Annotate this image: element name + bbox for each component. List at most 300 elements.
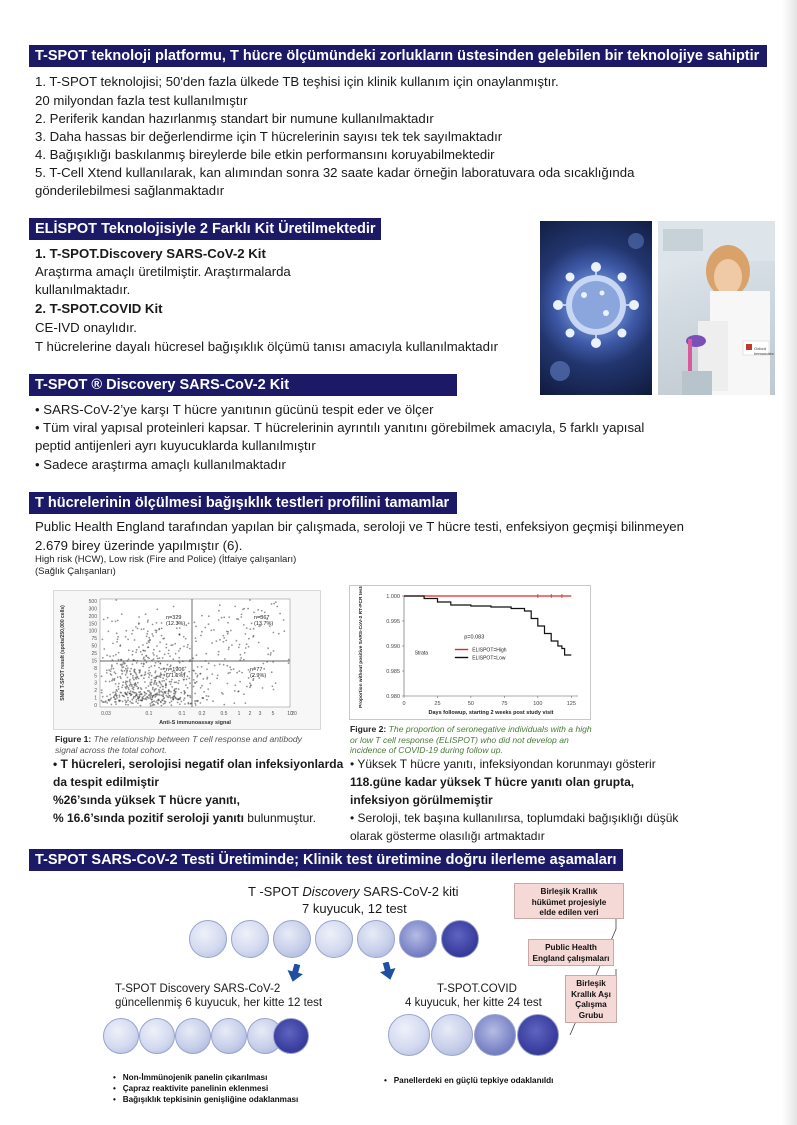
scatter-point bbox=[246, 643, 248, 645]
scatter-point bbox=[140, 687, 142, 689]
scatter-point bbox=[143, 663, 145, 665]
scatter-point bbox=[151, 696, 153, 698]
scatter-point bbox=[134, 669, 136, 671]
right-bullet: • Panellerdeki en güçlü tepkiye odaklanıldı bbox=[384, 1076, 554, 1085]
scatter-point bbox=[164, 692, 166, 694]
scatter-point bbox=[155, 629, 157, 631]
scatter-point bbox=[106, 654, 108, 656]
scatter-point bbox=[130, 690, 132, 692]
process-box-line: Grubu bbox=[578, 1010, 604, 1020]
scatter-point bbox=[165, 687, 167, 689]
scatter-point bbox=[206, 668, 208, 670]
scatter-point bbox=[137, 660, 139, 662]
scatter-point bbox=[148, 676, 150, 678]
scatter-point bbox=[196, 654, 198, 656]
scatter-point bbox=[142, 666, 144, 668]
scatter-point bbox=[218, 610, 220, 612]
scatter-point bbox=[153, 694, 155, 696]
kit-title-post: SARS-CoV-2 kiti bbox=[359, 884, 459, 899]
scatter-point bbox=[201, 666, 203, 668]
scatter-point bbox=[234, 684, 236, 686]
y-tick-label: 75 bbox=[91, 636, 97, 643]
scatter-point bbox=[143, 677, 145, 679]
scatter-point bbox=[170, 683, 172, 685]
scatter-point bbox=[273, 650, 275, 652]
process-box-vaccine-group bbox=[565, 975, 617, 1023]
scatter-point bbox=[103, 648, 105, 650]
scatter-point bbox=[137, 702, 139, 704]
scatter-point bbox=[219, 604, 221, 606]
scatter-point bbox=[126, 681, 128, 683]
finding-right: olarak gösterme olasılığı artmaktadır bbox=[350, 829, 545, 843]
scatter-point bbox=[116, 663, 118, 665]
scatter-point bbox=[275, 682, 277, 684]
scatter-point bbox=[226, 631, 228, 633]
y-tick-label: 0.995 bbox=[386, 619, 400, 625]
legend-label: ELISPOT=High bbox=[472, 647, 507, 654]
scatter-point bbox=[161, 680, 163, 682]
quadrant-count: n=367 bbox=[254, 615, 270, 621]
virus-image bbox=[540, 221, 652, 395]
scatter-point bbox=[175, 691, 177, 693]
scatter-point bbox=[149, 703, 151, 705]
x-tick-label: 3 bbox=[258, 711, 262, 717]
scatter-point bbox=[177, 702, 179, 704]
scatter-point bbox=[116, 689, 118, 691]
finding-right: 118.güne kadar yüksek T hücre yanıtı olan grupta, bbox=[350, 775, 635, 789]
scatter-point bbox=[154, 682, 156, 684]
figure1-scatter-chart bbox=[54, 591, 320, 729]
scatter-point bbox=[173, 690, 175, 692]
scatter-point bbox=[136, 662, 138, 664]
kit2-title: 2. T-SPOT.COVID Kit bbox=[35, 301, 163, 316]
scatter-point bbox=[153, 654, 155, 656]
scatter-point bbox=[273, 603, 275, 605]
figure1-caption bbox=[55, 734, 323, 755]
scatter-point bbox=[160, 684, 162, 686]
section3-line: • Sadece araştırma amaçlı kullanılmaktadır bbox=[35, 457, 286, 472]
scatter-point bbox=[135, 684, 137, 686]
x-tick-label: 100 bbox=[533, 701, 543, 707]
scatter-point bbox=[272, 661, 274, 663]
scatter-point bbox=[158, 694, 160, 696]
scatter-point bbox=[150, 682, 152, 684]
scatter-point bbox=[127, 677, 129, 679]
scatter-point bbox=[236, 618, 238, 620]
scatter-point bbox=[120, 664, 122, 666]
scatter-point bbox=[152, 704, 154, 706]
scatter-point bbox=[106, 702, 108, 704]
risk-note: (Sağlık Çalışanları) bbox=[35, 566, 116, 577]
scatter-point bbox=[145, 655, 147, 657]
scatter-point bbox=[119, 645, 121, 647]
scatter-point bbox=[153, 700, 155, 702]
scatter-point bbox=[136, 676, 138, 678]
figure1-caption-label: Figure 1: bbox=[55, 734, 92, 744]
scatter-point bbox=[115, 621, 117, 623]
figure2-km-chart bbox=[350, 586, 590, 719]
process-box-phe bbox=[528, 939, 614, 966]
scatter-point bbox=[150, 705, 152, 707]
scatter-point bbox=[161, 691, 163, 693]
right-kit-sub: 4 kuyucuk, her kitte 24 test bbox=[405, 997, 542, 1009]
scatter-point bbox=[223, 616, 225, 618]
scatter-point bbox=[202, 697, 204, 699]
scatter-point bbox=[207, 688, 209, 690]
process-box-line: Çalışma bbox=[575, 1000, 607, 1009]
scatter-point bbox=[262, 687, 264, 689]
scatter-point bbox=[167, 664, 169, 666]
scatter-point bbox=[157, 658, 159, 660]
scatter-point bbox=[195, 637, 197, 639]
scatter-point bbox=[138, 691, 140, 693]
scatter-point bbox=[223, 637, 225, 639]
y-tick-label: 0 bbox=[94, 703, 97, 709]
scatter-point bbox=[112, 692, 114, 694]
y-tick-label: 150 bbox=[88, 621, 97, 628]
y-tick-label: 1.000 bbox=[386, 594, 400, 600]
well bbox=[431, 1014, 473, 1056]
scatter-point bbox=[121, 687, 123, 689]
scatter-point bbox=[216, 640, 218, 642]
figure2-panel bbox=[349, 585, 591, 720]
scatter-point bbox=[224, 658, 226, 660]
x-tick-label: 1 bbox=[237, 711, 241, 717]
scatter-point bbox=[236, 672, 238, 674]
legend-label: ELISPOT=Low bbox=[472, 655, 506, 662]
section1-title: T-SPOT teknoloji platformu, T hücre ölçümündeki zorlukların üstesinden gelebilen bir teknolojiye sahiptir bbox=[29, 45, 767, 67]
scatter-point bbox=[143, 628, 145, 630]
scatter-point bbox=[179, 648, 181, 650]
kit1-title: 1. T-SPOT.Discovery SARS-CoV-2 Kit bbox=[35, 246, 266, 261]
scatter-point bbox=[144, 691, 146, 693]
scatter-point bbox=[137, 698, 139, 700]
scatter-point bbox=[200, 673, 202, 675]
scatter-point bbox=[154, 665, 156, 667]
scatter-point bbox=[176, 627, 178, 629]
scatter-point bbox=[162, 695, 164, 697]
scatter-point bbox=[189, 695, 191, 697]
x-tick-label: 25 bbox=[434, 701, 441, 707]
scatter-point bbox=[161, 622, 163, 624]
scatter-point bbox=[180, 701, 182, 703]
scatter-point bbox=[117, 638, 119, 640]
scatter-point bbox=[200, 687, 202, 689]
scatter-point bbox=[161, 705, 163, 707]
scatter-point bbox=[164, 653, 166, 655]
scatter-point bbox=[216, 677, 218, 679]
figure2-caption-label: Figure 2: bbox=[350, 724, 387, 734]
scatter-point bbox=[135, 651, 137, 653]
scatter-point bbox=[138, 699, 140, 701]
scatter-point bbox=[227, 672, 229, 674]
scatter-point bbox=[179, 634, 181, 636]
left-bullet: • Çapraz reaktivite panelinin eklenmesi bbox=[113, 1084, 269, 1093]
scatter-point bbox=[270, 652, 272, 654]
scatter-point bbox=[146, 635, 148, 637]
scatter-point bbox=[144, 698, 146, 700]
scatter-point bbox=[159, 687, 161, 689]
left-kit-title: T-SPOT Discovery SARS-CoV-2 bbox=[115, 983, 281, 995]
y-axis-label: SNM T-SPOT result (spots/250,000 cells) bbox=[60, 605, 66, 701]
scatter-point bbox=[201, 615, 203, 617]
scatter-point bbox=[234, 690, 236, 692]
scatter-point bbox=[228, 647, 230, 649]
scatter-point bbox=[103, 701, 105, 703]
scatter-point bbox=[288, 659, 290, 661]
scatter-point bbox=[117, 636, 119, 638]
scatter-point bbox=[163, 680, 165, 682]
scatter-point bbox=[132, 687, 134, 689]
scatter-point bbox=[115, 673, 117, 675]
scatter-point bbox=[178, 650, 180, 652]
scatter-point bbox=[187, 695, 189, 697]
scatter-point bbox=[148, 697, 150, 699]
process-box-uk-government bbox=[514, 883, 624, 919]
scatter-point bbox=[127, 699, 129, 701]
scatter-point bbox=[107, 617, 109, 619]
scatter-point bbox=[208, 623, 210, 625]
scatter-point bbox=[188, 671, 190, 673]
scatter-point bbox=[164, 700, 166, 702]
scatter-point bbox=[159, 641, 161, 643]
scatter-point bbox=[190, 696, 192, 698]
quadrant-percent: (12.3%) bbox=[166, 621, 186, 627]
section1-line: 1. T-SPOT teknolojisi; 50'den fazla ülkede TB teşhisi için klinik kullanım için onaylanmıştır. bbox=[35, 74, 559, 89]
scatter-point bbox=[124, 692, 126, 694]
well bbox=[517, 1014, 559, 1056]
scatter-point bbox=[230, 669, 232, 671]
scatter-point bbox=[273, 632, 275, 634]
scatter-point bbox=[206, 699, 208, 701]
y-tick-label: 0.985 bbox=[386, 669, 400, 675]
scatter-point bbox=[223, 704, 225, 706]
scatter-point bbox=[194, 621, 196, 623]
scatter-point bbox=[182, 660, 184, 662]
scatter-point bbox=[222, 693, 224, 695]
scatter-point bbox=[223, 664, 225, 666]
scatter-point bbox=[227, 633, 229, 635]
x-tick-label: 125 bbox=[566, 701, 576, 707]
process-box-line: elde edilen veri bbox=[539, 908, 599, 917]
scatter-point bbox=[189, 648, 191, 650]
scatter-point bbox=[159, 663, 161, 665]
scatter-point bbox=[185, 667, 187, 669]
scatter-point bbox=[160, 668, 162, 670]
scatter-point bbox=[147, 673, 149, 675]
scatter-point bbox=[128, 689, 130, 691]
scatter-point bbox=[245, 702, 247, 704]
scatter-point bbox=[155, 632, 157, 634]
kit1-line: Araştırma amaçlı üretilmiştir. Araştırmalarda bbox=[35, 264, 291, 279]
scatter-point bbox=[245, 633, 247, 635]
scatter-point bbox=[111, 620, 113, 622]
scatter-point bbox=[249, 599, 251, 601]
scatter-point bbox=[125, 636, 127, 638]
scatter-point bbox=[159, 650, 161, 652]
scatter-point bbox=[229, 666, 231, 668]
scatter-point bbox=[170, 697, 172, 699]
y-tick-label: 25 bbox=[91, 651, 97, 657]
scatter-point bbox=[211, 629, 213, 631]
scatter-point bbox=[124, 700, 126, 702]
scatter-point bbox=[148, 667, 150, 669]
scatter-point bbox=[261, 610, 263, 612]
scatter-point bbox=[118, 683, 120, 685]
scatter-point bbox=[115, 703, 117, 705]
scatter-point bbox=[229, 672, 231, 674]
scatter-point bbox=[246, 686, 248, 688]
scatter-point bbox=[243, 693, 245, 695]
well bbox=[273, 920, 311, 958]
scatter-point bbox=[125, 682, 127, 684]
scatter-point bbox=[135, 626, 137, 628]
scatter-point bbox=[125, 674, 127, 676]
well bbox=[441, 920, 479, 958]
left-bullet: • Non-İmmünojenik panelin çıkarılması bbox=[113, 1073, 268, 1082]
scatter-point bbox=[173, 606, 175, 608]
scatter-point bbox=[184, 697, 186, 699]
scatter-point bbox=[201, 685, 203, 687]
y-tick-label: 300 bbox=[88, 606, 97, 613]
scatter-point bbox=[131, 633, 133, 635]
scatter-point bbox=[158, 629, 160, 631]
scatter-point bbox=[201, 631, 203, 633]
scatter-point bbox=[108, 631, 110, 633]
section1-line: 4. Bağışıklığı baskılanmış bireylerde bile etkin performansını koruyabilmektedir bbox=[35, 147, 495, 162]
scatter-point bbox=[246, 627, 248, 629]
scatter-point bbox=[157, 685, 159, 687]
scatter-point bbox=[104, 701, 106, 703]
scatter-point bbox=[152, 624, 154, 626]
scatter-point bbox=[190, 703, 192, 705]
scatter-point bbox=[147, 646, 149, 648]
scatter-point bbox=[121, 673, 123, 675]
scatter-point bbox=[252, 636, 254, 638]
scatter-point bbox=[213, 629, 215, 631]
scatter-point bbox=[288, 662, 290, 664]
scatter-point bbox=[208, 615, 210, 617]
scatter-point bbox=[249, 628, 251, 630]
well bbox=[211, 1018, 247, 1054]
scatter-point bbox=[223, 641, 225, 643]
scatter-point bbox=[168, 691, 170, 693]
scatter-point bbox=[110, 670, 112, 672]
scatter-point bbox=[227, 683, 229, 685]
scatter-point bbox=[148, 685, 150, 687]
process-box-line: Public Health bbox=[545, 943, 597, 952]
series-line bbox=[404, 596, 571, 655]
scatter-point bbox=[240, 654, 242, 656]
scatter-point bbox=[218, 619, 220, 621]
scatter-point bbox=[121, 667, 123, 669]
scatter-point bbox=[241, 614, 243, 616]
scatter-point bbox=[168, 650, 170, 652]
x-tick-label: 75 bbox=[501, 701, 508, 707]
scatter-point bbox=[116, 632, 118, 634]
scatter-point bbox=[141, 699, 143, 701]
scatter-point bbox=[146, 642, 148, 644]
scatter-point bbox=[252, 679, 254, 681]
process-box-line: hükümet projesiyle bbox=[531, 897, 607, 907]
scatter-point bbox=[120, 659, 122, 661]
scatter-point bbox=[206, 695, 208, 697]
scatter-point bbox=[141, 628, 143, 630]
scatter-point bbox=[158, 692, 160, 694]
scatter-point bbox=[122, 695, 124, 697]
scatter-point bbox=[126, 694, 128, 696]
scatter-point bbox=[267, 647, 269, 649]
x-tick-label: 50 bbox=[467, 701, 474, 707]
scatter-point bbox=[278, 633, 280, 635]
scatter-point bbox=[146, 662, 148, 664]
scatter-point bbox=[128, 658, 130, 660]
scatter-point bbox=[171, 700, 173, 702]
scatter-point bbox=[231, 644, 233, 646]
scatter-point bbox=[126, 670, 128, 672]
scatter-point bbox=[179, 703, 181, 705]
scatter-point bbox=[160, 701, 162, 703]
finding-left: %26’sında yüksek T hücre yanıtı, bbox=[53, 793, 240, 807]
scatter-point bbox=[186, 646, 188, 648]
scatter-point bbox=[172, 658, 174, 660]
scatter-point bbox=[183, 690, 185, 692]
scatter-point bbox=[154, 696, 156, 698]
scatter-point bbox=[135, 701, 137, 703]
scatter-point bbox=[132, 659, 134, 661]
scatter-point bbox=[122, 684, 124, 686]
process-box-line: Krallık Aşı bbox=[571, 989, 611, 999]
scatter-point bbox=[156, 645, 158, 647]
well bbox=[139, 1018, 175, 1054]
scatter-point bbox=[253, 628, 255, 630]
scatter-point bbox=[179, 698, 181, 700]
scatter-point bbox=[127, 697, 129, 699]
scatter-point bbox=[146, 633, 148, 635]
scatter-point bbox=[132, 651, 134, 653]
scatter-point bbox=[166, 695, 168, 697]
scatter-point bbox=[111, 680, 113, 682]
scatter-point bbox=[156, 622, 158, 624]
scatter-point bbox=[101, 700, 103, 702]
process-box-line: Birleşik Krallık bbox=[540, 887, 598, 896]
scatter-point bbox=[169, 655, 171, 657]
scatter-point bbox=[138, 696, 140, 698]
scatter-point bbox=[183, 699, 185, 701]
scatter-point bbox=[135, 677, 137, 679]
quadrant-count: n=329 bbox=[166, 615, 182, 621]
scatter-point bbox=[175, 681, 177, 683]
y-tick-label: 1 bbox=[94, 695, 97, 702]
x-tick-label: 0.1 bbox=[178, 711, 186, 717]
scatter-point bbox=[130, 673, 132, 675]
arrow-down-right-icon bbox=[380, 962, 396, 980]
left-bullet: • Bağışıklık tepkisinin genişliğine odaklanması bbox=[113, 1095, 299, 1104]
scatter-point bbox=[243, 608, 245, 610]
scatter-point bbox=[162, 657, 164, 659]
scatter-point bbox=[187, 676, 189, 678]
well bbox=[189, 920, 227, 958]
scatter-point bbox=[263, 668, 265, 670]
scatter-point bbox=[152, 688, 154, 690]
scatter-point bbox=[160, 674, 162, 676]
scatter-point bbox=[143, 658, 145, 660]
scatter-point bbox=[133, 697, 135, 699]
scatter-point bbox=[262, 663, 264, 665]
scatter-point bbox=[140, 651, 142, 653]
y-tick-label: 5 bbox=[94, 673, 97, 680]
y-tick-label: 200 bbox=[88, 613, 97, 620]
